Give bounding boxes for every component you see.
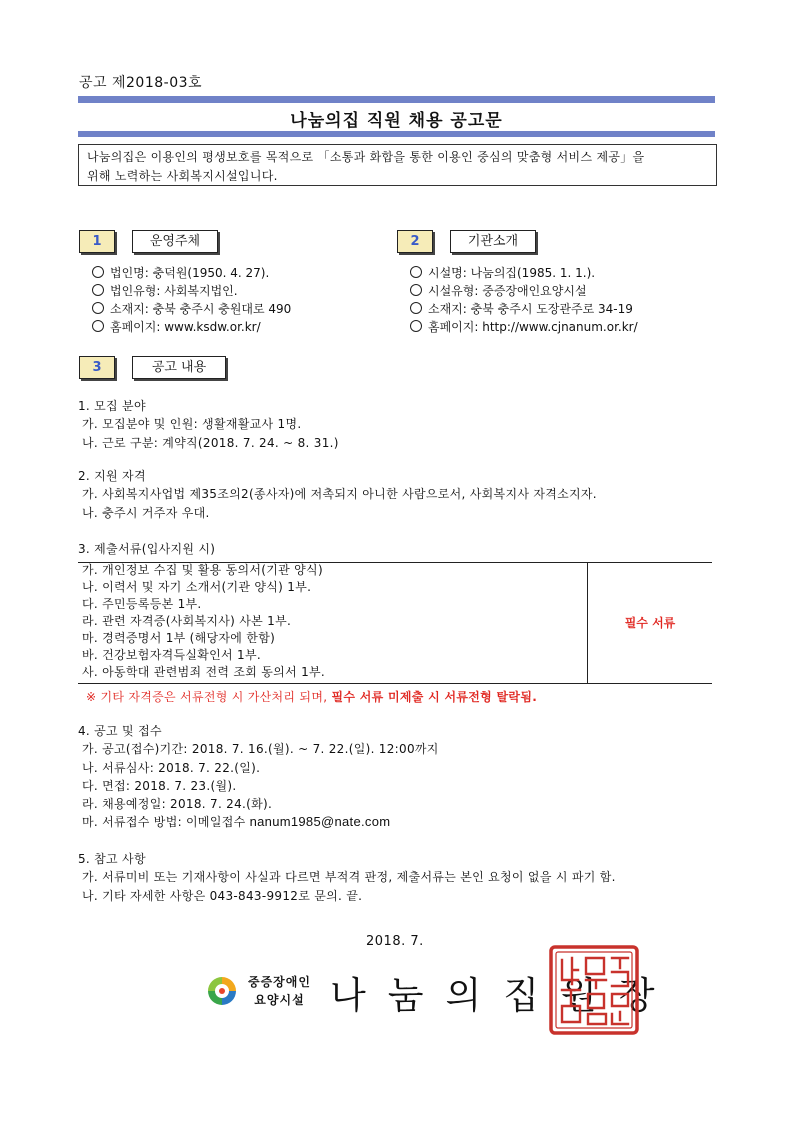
list-item: 나. 충주시 거주자 우대. [82,505,210,520]
documents-table-divider [587,562,588,683]
list-item: 가. 공고(접수)기간: 2018. 7. 16.(월). ~ 7. 22.(일). 12:00까지 [82,742,439,757]
list-item: 가. 서류미비 또는 기재사항이 사실과 다르면 부적격 판정, 제출서류는 본인 요청이 없을 시 파기 함. [82,870,616,885]
list-item: 사. 아동학대 관련범죄 전력 조회 동의서 1부. [82,665,326,679]
list-item: 마. 서류접수 방법: 이메일접수 nanum1985@nate.com [82,814,391,830]
section-2-heading: 기관소개 [450,230,536,253]
circle-bullet-icon [410,284,422,296]
list-item: 시설유형: 중증장애인요양시설 [410,282,638,300]
list-item: 법인명: 충덕원(1950. 4. 27). [92,264,291,282]
recruit-section [78,397,339,452]
recruit-title: 1. 모집 분야 [78,399,146,413]
intro-box [78,144,717,186]
page-title: 나눔의집 직원 채용 공고문 [290,111,503,131]
list-item: 홈페이지: www.ksdw.or.kr/ [92,318,291,336]
official-seal-icon [548,944,640,1036]
intro-line-2: 위해 노력하는 사회복지시설입니다. [87,169,278,183]
title-bar-top [78,96,715,103]
announcement-title: 4. 공고 및 접수 [78,724,162,738]
org-type-line-1: 중증장애인 [248,975,311,989]
list-item: 나. 근로 구분: 계약직(2018. 7. 24. ~ 8. 31.) [82,435,339,450]
qualification-title: 2. 지원 자격 [78,469,146,483]
documents-note: ※ 기타 자격증은 서류전형 시 가산처리 되며, 필수 서류 미제출 시 서류전형 탈락됨. [86,690,538,704]
organization-type [248,973,311,1009]
section-1-number: 1 [79,230,115,253]
intro-line-1: 나눔의집은 이용인의 평생보호를 목적으로 「소통과 화합을 통한 이용인 중심의 맞춤형 서비스 제공」을 [87,150,645,164]
list-item: 다. 면접: 2018. 7. 23.(월). [82,778,237,793]
organization-logo-icon [205,974,239,1008]
reference-title: 5. 참고 사항 [78,852,146,866]
director-title: 나눔의집원장 [330,974,677,1017]
list-item: 나. 서류심사: 2018. 7. 22.(일). [82,760,261,775]
list-item: 시설명: 나눔의집(1985. 1. 1.). [410,264,638,282]
notice-number: 공고 제2018-03호 [79,75,203,91]
list-item: 다. 주민등록등본 1부. [82,597,202,611]
list-item: 마. 경력증명서 1부 (해당자에 한함) [82,631,276,645]
org-type-line-2: 요양시설 [254,993,305,1007]
section-1-list [92,264,291,336]
list-item: 법인유형: 사회복지법인. [92,282,291,300]
required-documents-label: 필수 서류 [624,616,676,630]
circle-bullet-icon [92,302,104,314]
section-3-number: 3 [79,356,115,379]
email-address: nanum1985@nate.com [249,814,391,830]
list-item: 홈페이지: http://www.cjnanum.or.kr/ [410,318,638,336]
issue-date: 2018. 7. [366,934,424,949]
documents-title: 3. 제출서류(입사지원 시) [78,542,216,556]
list-item: 라. 관련 자격증(사회복지사) 사본 1부. [82,614,292,628]
title-bar-bottom [78,131,715,137]
list-item: 바. 건강보험자격득실확인서 1부. [82,648,261,662]
reference-section [78,850,616,905]
circle-bullet-icon [92,266,104,278]
section-3-heading: 공고 내용 [132,356,226,379]
circle-bullet-icon [92,320,104,332]
list-item: 가. 사회복지사업법 제35조의2(종사자)에 저촉되지 아니한 사람으로서, 사회복지사 자격소지자. [82,487,597,502]
circle-bullet-icon [410,320,422,332]
list-item: 소재지: 충북 충주시 도장관주로 34-19 [410,300,638,318]
list-item: 소재지: 충북 충주시 충원대로 490 [92,300,291,318]
circle-bullet-icon [92,284,104,296]
circle-bullet-icon [410,266,422,278]
section-2-number: 2 [397,230,433,253]
list-item: 라. 채용예정일: 2018. 7. 24.(화). [82,797,273,812]
circle-bullet-icon [410,302,422,314]
section-2-list [410,264,638,336]
list-item: 가. 개인정보 수집 및 활용 동의서(기관 양식) [82,563,323,577]
qualification-section [78,467,597,522]
announcement-section [78,722,439,832]
list-item: 나. 기타 자세한 사항은 043-843-9912로 문의. 끝. [82,888,363,903]
documents-list [82,562,325,681]
list-item: 나. 이력서 및 자기 소개서(기관 양식) 1부. [82,580,312,594]
list-item: 가. 모집분야 및 인원: 생활재활교사 1명. [82,417,302,432]
section-1-heading: 운영주체 [132,230,218,253]
